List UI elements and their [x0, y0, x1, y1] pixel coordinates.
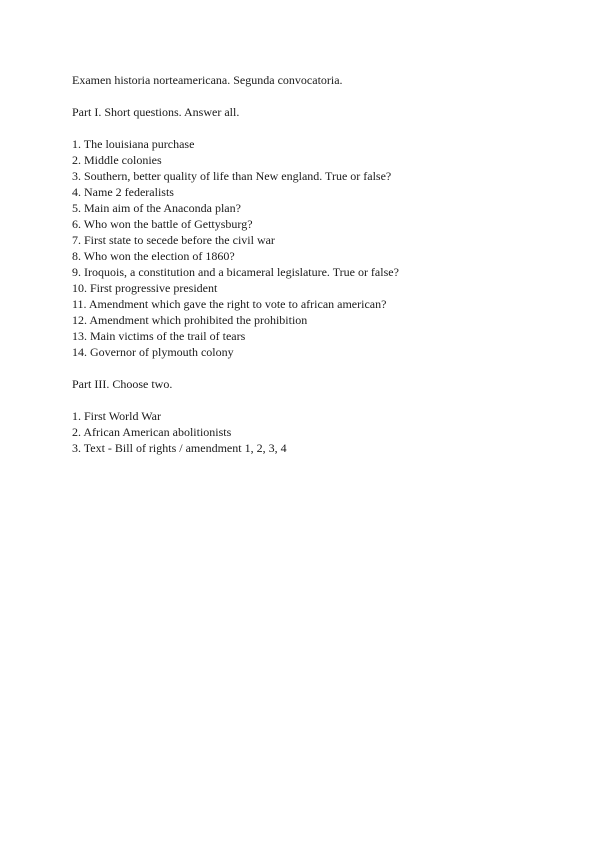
question-item: 7. First state to secede before the civil war	[72, 233, 275, 247]
question-item: 8. Who won the election of 1860?	[72, 249, 235, 263]
part3-topic-list	[72, 408, 532, 456]
question-item: 10. First progressive president	[72, 281, 218, 295]
question-item: 11. Amendment which gave the right to vote to african american?	[72, 297, 387, 311]
question-item: 12. Amendment which prohibited the prohibition	[72, 313, 308, 327]
topic-item: 1. First World War	[72, 409, 161, 423]
question-item: 14. Governor of plymouth colony	[72, 345, 234, 359]
question-item: 3. Southern, better quality of life than New england. True or false?	[72, 169, 392, 183]
part1-heading: Part I. Short questions. Answer all.	[72, 105, 240, 119]
question-item: 6. Who won the battle of Gettysburg?	[72, 217, 253, 231]
question-item: 9. Iroquois, a constitution and a bicameral legislature. True or false?	[72, 265, 399, 279]
spacer	[72, 360, 532, 376]
spacer	[72, 120, 532, 136]
question-item: 13. Main victims of the trail of tears	[72, 329, 246, 343]
question-item: 1. The louisiana purchase	[72, 137, 195, 151]
topic-item: 2. African American abolitionists	[72, 425, 232, 439]
topic-item: 3. Text - Bill of rights / amendment 1, 2, 3, 4	[72, 441, 287, 455]
part1-question-list	[72, 136, 532, 360]
part3-heading: Part III. Choose two.	[72, 377, 173, 391]
spacer	[72, 392, 532, 408]
spacer	[72, 88, 532, 104]
document-title: Examen historia norteamericana. Segunda convocatoria.	[72, 73, 343, 87]
question-item: 5. Main aim of the Anaconda plan?	[72, 201, 241, 215]
question-item: 4. Name 2 federalists	[72, 185, 174, 199]
document-page	[72, 72, 532, 456]
question-item: 2. Middle colonies	[72, 153, 162, 167]
